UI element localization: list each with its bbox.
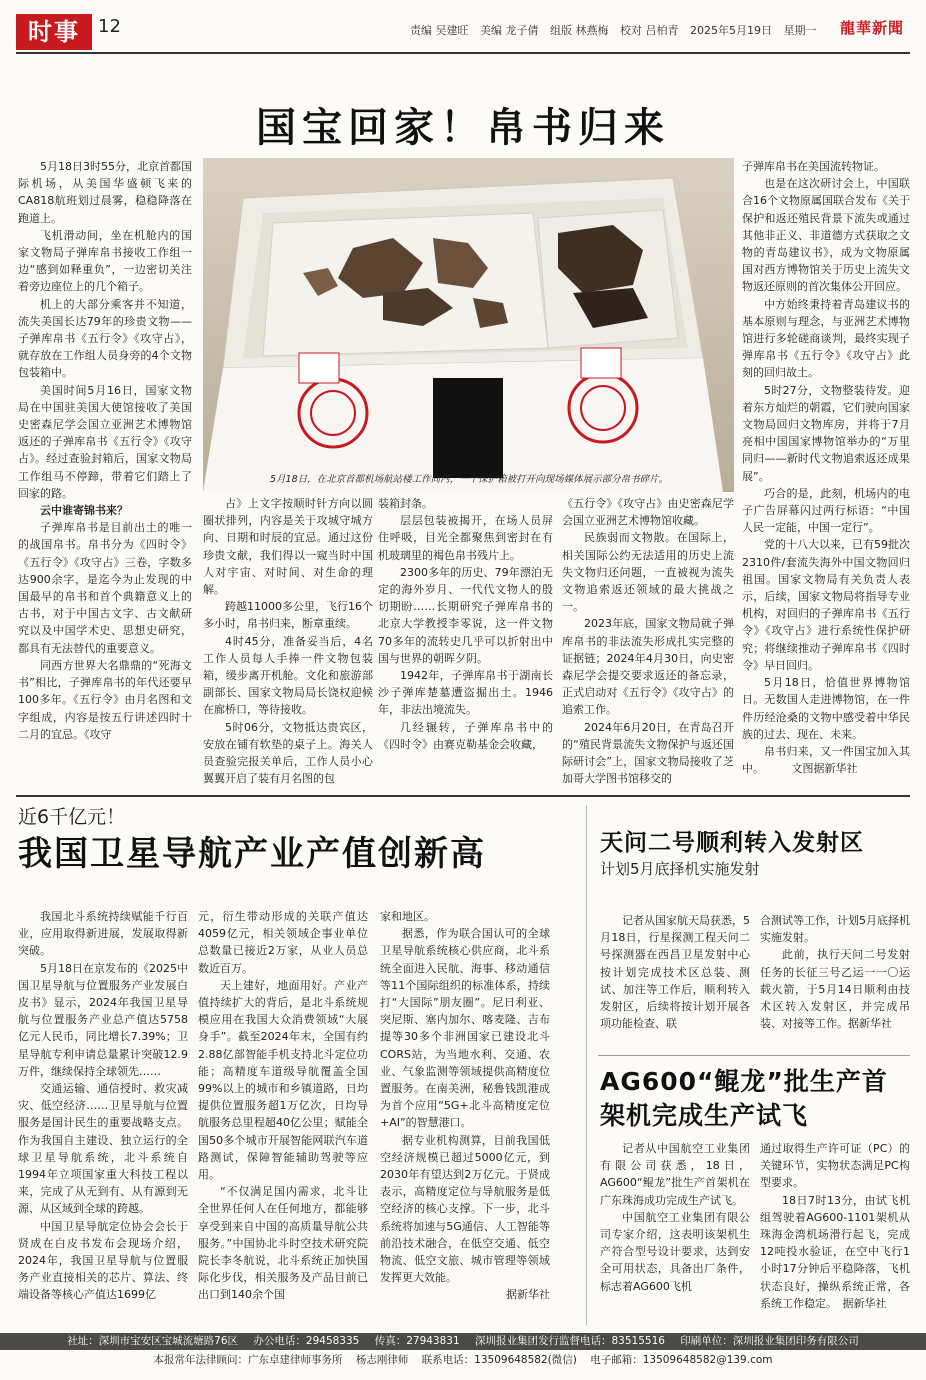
footer-contact-phone: 联系电话：13509648582(微信) [421, 1354, 577, 1366]
paragraph: 此前，执行天问二号发射任务的长征三号乙运一一〇运载火箭，于5月14日顺利由技术区转入发射区，并完成吊装、对接等工作。据新华社 [760, 948, 910, 1031]
article3-subhead: 计划5月底择机实施发射 [600, 860, 760, 878]
article-divider [598, 1055, 910, 1056]
article1-column-4 [562, 495, 734, 790]
paragraph: 同西方世界大名鼎鼎的“死海文书”相比，子弹库帛书的年代还要早100多年。《五行令》由月名图和文字组成，内容是按五行讲述四时十二月的宜忌。《攻守 [18, 658, 192, 741]
paragraph: 我国北斗系统持续赋能千行百业，应用取得新进展，发展取得新突破。 [18, 910, 188, 958]
meta-designer: 美编 龙子倩 [480, 24, 539, 37]
column-divider [586, 805, 587, 1325]
paragraph: 据悉，作为联合国认可的全球卫星导航系统核心供应商，北斗系统全面进入民航、海事、移动通信等11个国际组织的标准体系，持续打“大国际”朋友圈”。尼日利亚、突尼斯、塞内加尔、喀麦隆、吉布提等30多个非洲国家已建设北斗CORS站，为当地水利、交通、农业、气象监测等领域提供高精度位置服务。在南美洲，秘鲁钱凯港成为首个应用“5G+北斗高精度定位+AI”的智慧港口。 [380, 927, 550, 1130]
article4-headline [600, 1065, 910, 1133]
paragraph: 党的十八大以来，已有59批次2310件/套流失海外中国文物回归祖国。国家文物局有关负责人表示，后续，国家文物局将指导专业机构，对回归的子弹库帛书《五行令》《攻守占》进行系统性保护研究；将继续推动子弹库帛书《四时令》早日回归。 [742, 538, 910, 672]
article2-column-3 [380, 908, 550, 1328]
footer-printer: 印刷单位：深圳报业集团印务有限公司 [680, 1335, 859, 1347]
article4-column-1 [600, 1140, 750, 1328]
paragraph: 美国时间5月16日，国家文物局在中国驻美国大使馆接收了美国史密森尼学会国立亚洲艺术博物馆返还的子弹库帛书《五行令》《攻守占》。经过查验封箱后，国家文物局工作组马不停蹄，带着它们踏上了回家的路。 [18, 383, 192, 500]
paragraph: 家和地区。 [380, 910, 435, 923]
paragraph: 中国卫星导航定位协会会长于贤成在白皮书发布会现场介绍，2024年，我国卫星导航与位置服务产业直接相关的芯片、算法、终端设备等核心产值达1699亿 [18, 1219, 188, 1302]
article2-column-1 [18, 908, 188, 1328]
paragraph: 交通运输、通信授时、救灾减灾、低空经济……卫星导航与位置服务是国计民生的重要战略支点。作为我国自主建设、独立运行的全球卫星导航系统，北斗系统自1994年立项国家重大科技工程以来，完成了从无到有、从有源到无源、从区域到全球的跨越。 [18, 1082, 188, 1216]
headline-main: 国宝回家！帛书归来 [256, 105, 670, 151]
page-number: 12 [98, 16, 121, 37]
paragraph: 《五行令》《攻守占》由史密森尼学会国立亚洲艺术博物馆收藏。 [562, 497, 734, 528]
header-meta [410, 22, 825, 38]
paragraph: 跨越11000多公里，飞行16个多小时，帛书归来，断章重续。 [203, 600, 373, 631]
paragraph: 机上的大部分乘客并不知道，流失美国长达79年的珍贵文物——子弹库帛书《五行令》《攻守占》，就存放在工作组人员身旁的4个文物包装箱中。 [18, 297, 192, 380]
paragraph: 民族弱而文物散。在国际上，相关国际公约无法适用的历史上流失文物归还问题，一直被视为流失文物追索返还领域的最大挑战之一。 [562, 531, 734, 614]
paragraph: 4时45分，准备妥当后，4名工作人员每人手捧一件文物包装箱，缓步离开机舱。文化和旅游部副部长、国家文物局局长饶权迎候在廊桥口，等待接收。 [203, 634, 373, 717]
article1-column-2 [203, 495, 373, 790]
article3-column-2 [760, 912, 910, 1052]
paragraph: 记者从中国航空工业集团有限公司获悉，18日，AG600“鲲龙”批生产首架机在广东珠海成功完成生产试飞。 [600, 1142, 750, 1207]
paragraph: 子弹库帛书在美国流转物证。 [742, 160, 885, 173]
paragraph: 2300多年的历史、79年漂泊无定的海外岁月、一代代文物人的殷切期盼……长期研究子弹库帛书的北京大学教授李零说，这一件文物70多年的流转史几乎可以折射出中国与世界的朝晖夕阴。 [378, 565, 553, 665]
paragraph: 层层包装被揭开，在场人员屏住呼吸，目光全都聚焦到密封在有机玻璃里的褐色帛书残片上。 [378, 514, 553, 562]
article1-column-1 [18, 158, 192, 790]
paragraph: 子弹库帛书是目前出土的唯一的战国帛书。帛书分为《四时令》《五行令》《攻守占》三卷，字数多达900余字，是迄今为止发现的中国最早的帛书和首个典籍意义上的古书，对于中国古文字、古文献研究以及中国学术史、思想史研究，都具有无法替代的重要意义。 [18, 521, 192, 655]
meta-proofreader: 校对 吕柏青 [620, 24, 679, 37]
paragraph: 2024年6月20日，在青岛召开的“殖民背景流失文物保护与返还国际研讨会”上，国家文物局接收了芝加哥大学图书馆移交的 [562, 720, 734, 786]
footer-email: 电子邮箱：13509648582@139.com [590, 1354, 773, 1366]
meta-editor: 责编 吴建旺 [410, 24, 469, 37]
paragraph: 几经辗转，子弹库帛书中的《四时令》由赛克勒基金会收藏， [378, 720, 553, 751]
footer-lawyer: 杨志刚律师 [355, 1354, 409, 1366]
paragraph: 1942年，子弹库帛书于湖南长沙子弹库楚墓遭盗掘出土。1946年，非法出境流失。 [378, 669, 553, 717]
footer-office-phone: 办公电话：29458335 [253, 1335, 360, 1347]
paragraph: 记者从国家航天局获悉，5月18日，行星探测工程天问二号探测器在西昌卫星发射中心按计划完成技术区总装、测试、加注等工作后，顺利转入发射区，后续将按计划开展各项功能检查、联 [600, 914, 750, 1031]
paragraph: 巧合的是，此刻，机场内的电子广告屏幕闪过两行标语：“中国人民一定能，中国一定行”。 [742, 486, 910, 535]
paragraph: 云中谁寄锦书来？ [40, 504, 128, 518]
article1-column-5 [742, 158, 910, 790]
section-divider [16, 795, 910, 797]
paragraph: 5时06分，文物抵达贵宾区，安放在铺有软垫的桌子上。海关人员查验完报关单后，工作人员小心翼翼开启了装有月名图的包 [203, 720, 373, 786]
paragraph: 也是在这次研讨会上，中国联合16个文物原属国联合发布《关于保护和返还殖民背景下流失或通过其他非正义、非道德方式获取之文物的青岛建议书》，成为文物原属国对西方博物馆关于历史上流失文物返还原则的首次集体公开回应。 [742, 177, 910, 294]
article2-column-2 [198, 908, 368, 1328]
header-rule [16, 52, 910, 54]
paragraph: “不仅满足国内需求，北斗让全世界任何人在任何地方，都能够享受到来自中国的高质量导航公共服务。”中国协北斗时空技术研究院院长李冬航说，北斗系统正加快国际化步伐，相关服务及产品目前已出口到140余个国 [198, 1185, 368, 1302]
paragraph: 天上建好，地面用好。产业产值持续扩大的背后，是北斗系统规模应用在我国大众消费领域“大展身手”。截至2024年末，全国有约2.88亿部智能手机支持北斗定位功能；高精度车道级导航覆盖全国99%以上的城市和乡镇道路，日均提供位置服务超1万亿次，日均导航服务总里程超40亿公里；赋能全国50多个城市开展智能网联汽车道路测试，保障智能辅助驾驶等应用。 [198, 978, 368, 1182]
paragraph: 中方始终秉持着青岛建议书的基本原则与理念，与亚洲艺术博物馆进行多轮磋商谈判，最终实现子弹库帛书《五行令》《攻守占》此刻的回归故土。 [742, 297, 910, 380]
meta-weekday: 星期一 [783, 24, 817, 37]
paragraph: 元，衍生带动形成的关联产值达4059亿元，相关领域企事业单位总数量已接近2万家，从业人员总数近百万。 [198, 910, 368, 975]
paragraph: 通过取得生产许可证（PC）的关键环节，实物状态满足PC构型要求。 [760, 1142, 910, 1190]
article4-column-2 [760, 1140, 910, 1328]
footer-legal-note [0, 1352, 926, 1367]
paragraph: 中国航空工业集团有限公司专家介绍，这表明该架机生产符合型号设计要求，达到安全可用状态，具备出厂条件，标志着AG600飞机 [600, 1210, 750, 1293]
article1-column-3 [378, 495, 553, 790]
photo-relic-box [203, 158, 734, 492]
footer-address: 社址：深圳市宝安区宝城流塘路76区 [67, 1335, 239, 1347]
meta-layout: 组版 林燕梅 [550, 24, 609, 37]
article3-column-1 [600, 912, 750, 1052]
article4-headline-text: AG600“鲲龙”批生产首架机完成生产试飞 [600, 1067, 888, 1130]
paragraph: 5月18日，恰值世界博物馆日。无数国人走进博物馆，在一件件历经沧桑的文物中感受着中华民族的过去、现在、未来。 [742, 676, 910, 741]
paragraph: 装箱封条。 [378, 497, 433, 510]
paragraph: 5时27分，文物整装待发。迎着东方灿烂的朝霞，它们驶向国家文物局回归文物库房，并将于7月亮相中国国家博物馆举办的“万里同归——新时代文物追索返还成果展”。 [742, 383, 910, 483]
footer-supervision-phone: 深圳报业集团发行监督电话：83515516 [475, 1335, 665, 1347]
paragraph: 据新华社 [506, 1288, 550, 1302]
article2-headline: 我国卫星导航产业产值创新高 [18, 834, 486, 874]
section-tag: 时事 [16, 14, 92, 50]
paragraph: 5月18日3时55分，北京首都国际机场，从美国华盛顿飞来的CA818航班划过晨雾，稳稳降落在跑道上。 [18, 160, 192, 225]
photo-caption: 5月18日，在北京首都机场航站楼工作间内，一个保护箱被打开向现场媒体展示部分帛书碎片。 [270, 474, 669, 485]
meta-date: 2025年5月19日 [690, 24, 772, 37]
paragraph: 据专业机构测算，目前我国低空经济规模已超过5000亿元，到2030年有望达到2万亿元。于贤成表示，高精度定位与导航服务是低空经济的核心支撑。下一步，北斗系统将加速与5G通信、人工智能等前沿技术融合，在低空交通、低空物流、低空文旅、城市管理等领域发挥更大效能。 [380, 1133, 550, 1285]
paragraph: 18日7时13分，由试飞机组驾驶着AG600-1101架机从珠海金湾机场滑行起飞，完成12吨投水验证，在空中飞行1小时17分钟后平稳降落，飞机状态良好，操纵系统正常，各系统工作稳定。 据新华社 [760, 1193, 910, 1310]
article3-headline: 天问二号顺利转入发射区 [600, 830, 864, 856]
footer-fax: 传真：27943831 [374, 1335, 460, 1347]
paragraph: 占》上文字按顺时针方向以圆圈状排列，内容是关于攻城守城方向、日期和时辰的宜忌。通过这份珍贵文献，我们得以一窥当时中国人对宇宙、对时间、对生命的理解。 [203, 497, 373, 597]
article2-kicker: 近6千亿元！ [18, 806, 126, 828]
paragraph: 帛书归来，又一件国宝加入其中。 文图据新华社 [742, 744, 910, 776]
masthead-logo: 龍華新聞 [840, 19, 905, 37]
footer-legal-advisor: 本报常年法律顾问：广东卓建律师事务所 [153, 1354, 343, 1366]
paragraph: 2023年底，国家文物局就子弹库帛书的非法流失形成扎实完整的证据链；2024年4月30日，向史密森尼学会提交要求返还的备忘录，正式启动对《五行令》《攻守占》的追索工作。 [562, 617, 734, 717]
footer-bar [0, 1333, 926, 1350]
photo-illustration [203, 158, 734, 492]
paragraph: 合测试等工作，计划5月底择机实施发射。 [760, 914, 910, 945]
paragraph: 5月18日在京发布的《2025中国卫星导航与位置服务产业发展白皮书》显示，2024年我国卫星导航与位置服务产业总产值达5758亿元人民币，同比增长7.39%；卫星导航专利申请总量累计突破12.9万件，继续保持全球领先…… [18, 961, 188, 1078]
paragraph: 飞机滑动间，坐在机舱内的国家文物局子弹库帛书接收工作组一边“感到如释重负”，一边密切关注着旁边座位上的几个箱子。 [18, 228, 192, 294]
